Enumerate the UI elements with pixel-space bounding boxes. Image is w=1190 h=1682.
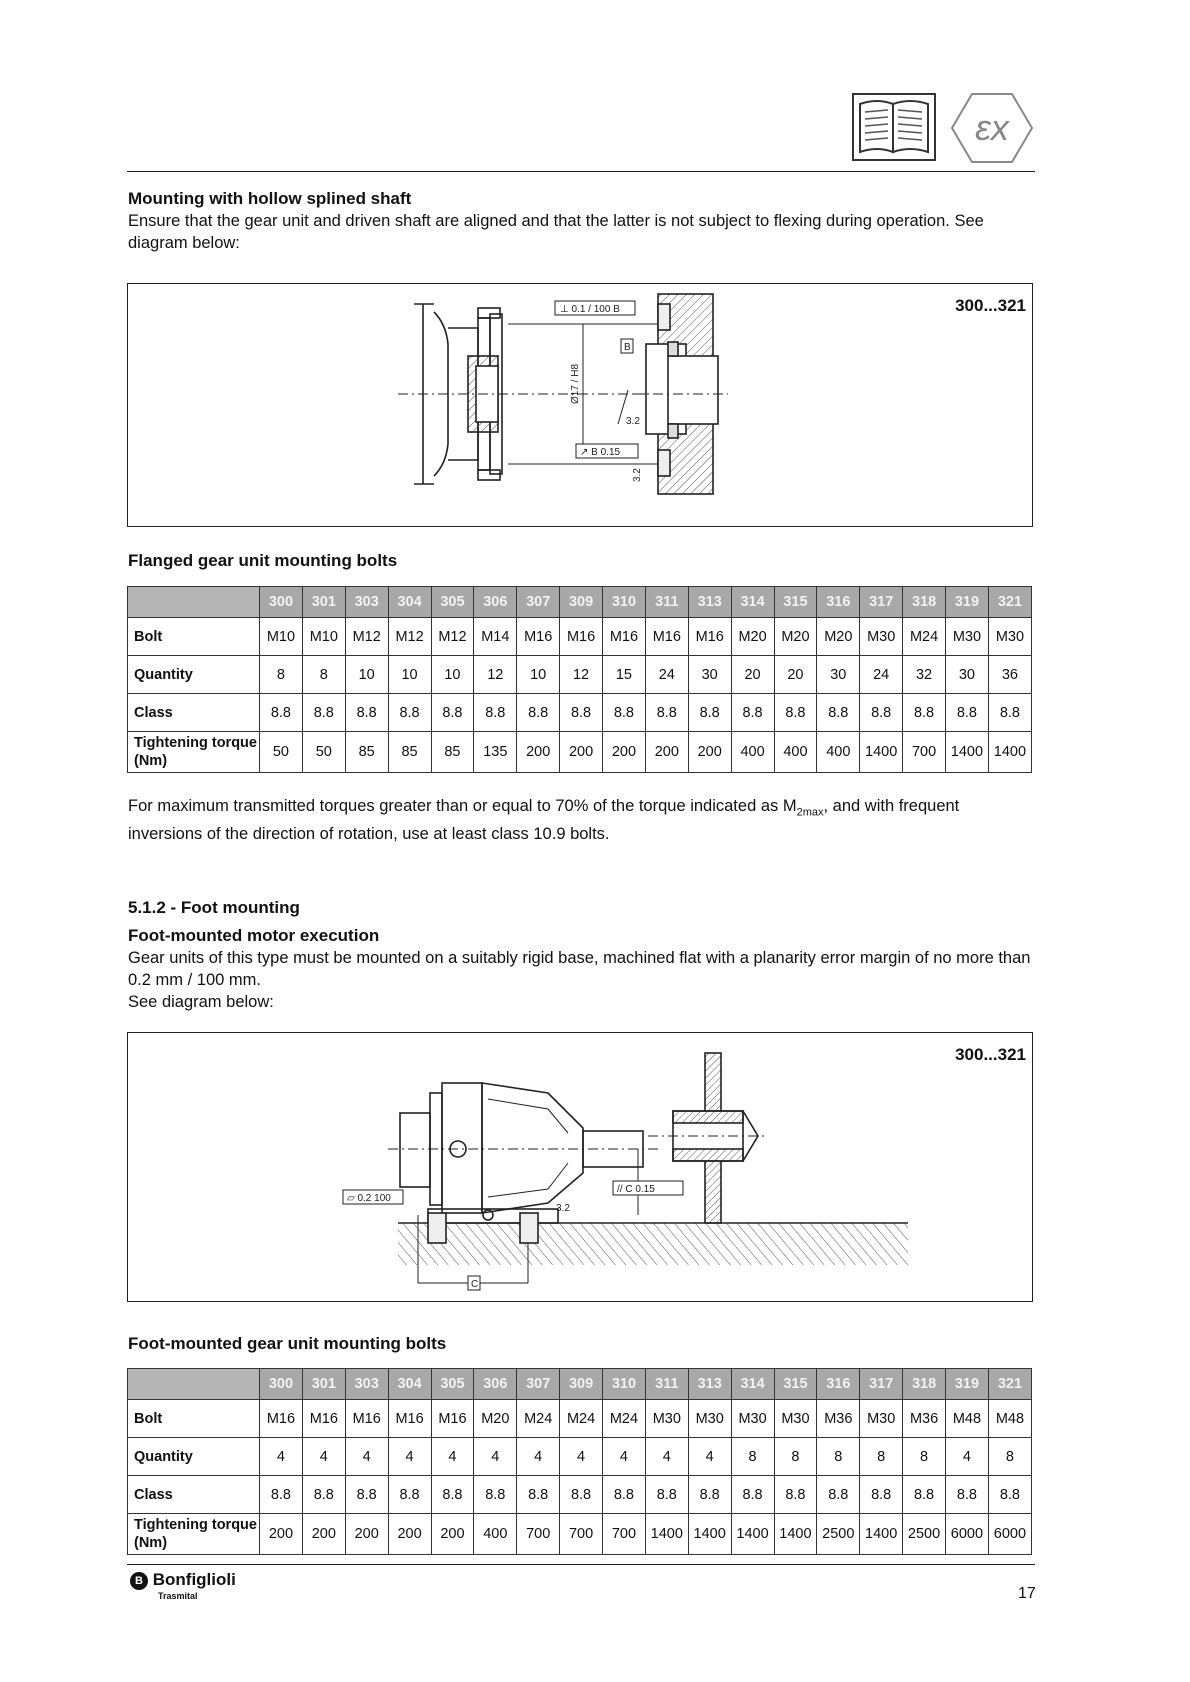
table-cell: M20	[731, 618, 774, 656]
table-cell: 200	[560, 732, 603, 773]
figure-hollow-shaft	[127, 283, 1033, 527]
table-cell: 1400	[860, 1514, 903, 1555]
size-header-cell: 310	[603, 1369, 646, 1400]
size-header-cell: 310	[603, 587, 646, 618]
table-cell: M30	[645, 1400, 688, 1438]
row-label: Bolt	[128, 1400, 260, 1438]
table2-corner	[128, 1369, 260, 1400]
table-cell: 8	[731, 1438, 774, 1476]
table-cell: 8.8	[988, 694, 1031, 732]
table-cell: 4	[645, 1438, 688, 1476]
table-row	[128, 1438, 1032, 1476]
header-rule	[127, 171, 1035, 172]
section-text-hollow-shaft: Ensure that the gear unit and driven shaft are aligned and that the latter is not subject to flexing during operation. See diagram below:	[128, 212, 984, 252]
table1-corner	[128, 587, 260, 618]
table-cell: M36	[903, 1400, 946, 1438]
table-cell: M30	[988, 618, 1031, 656]
table-cell: 4	[302, 1438, 345, 1476]
table-cell: M24	[517, 1400, 560, 1438]
table-cell: 1400	[774, 1514, 817, 1555]
table-cell: M30	[731, 1400, 774, 1438]
table-cell: 8.8	[817, 694, 860, 732]
row-label: Class	[128, 1476, 260, 1514]
table-row	[128, 618, 1032, 656]
table-cell: 8.8	[474, 694, 517, 732]
table-cell: 4	[345, 1438, 388, 1476]
table1-title: Flanged gear unit mounting bolts	[128, 551, 398, 570]
table-cell: 8	[302, 656, 345, 694]
table-cell: 8.8	[560, 1476, 603, 1514]
figure-model-label: 300...321	[955, 296, 1026, 315]
table-cell: M36	[817, 1400, 860, 1438]
table-cell: M30	[688, 1400, 731, 1438]
table-cell: 4	[603, 1438, 646, 1476]
table-cell: 4	[388, 1438, 431, 1476]
table-cell: 12	[560, 656, 603, 694]
table-cell: 8.8	[603, 694, 646, 732]
table-cell: 700	[517, 1514, 560, 1555]
footer-rule	[127, 1564, 1035, 1565]
table-cell: M16	[560, 618, 603, 656]
row-label: Bolt	[128, 618, 260, 656]
size-header-cell: 311	[645, 587, 688, 618]
table-cell: M24	[603, 1400, 646, 1438]
table-cell: 700	[603, 1514, 646, 1555]
table-cell: 2500	[817, 1514, 860, 1555]
table-cell: M48	[988, 1400, 1031, 1438]
size-header-cell: 316	[817, 1369, 860, 1400]
table-cell: 1400	[988, 732, 1031, 773]
table-cell: 30	[946, 656, 989, 694]
table-cell: 20	[774, 656, 817, 694]
table-cell: 8	[817, 1438, 860, 1476]
table-cell: 10	[388, 656, 431, 694]
table-cell: 8.8	[817, 1476, 860, 1514]
size-header-cell: 311	[645, 1369, 688, 1400]
table-cell: M16	[431, 1400, 474, 1438]
datum-c-label: C	[471, 1279, 479, 1290]
foot-mount-diagram	[128, 1033, 1032, 1301]
table-cell: 85	[345, 732, 388, 773]
section-title-hollow-shaft: Mounting with hollow splined shaft	[128, 189, 412, 208]
table-cell: 8	[903, 1438, 946, 1476]
roughness-label: 3.2	[626, 416, 640, 427]
size-header-cell: 309	[560, 1369, 603, 1400]
size-header-cell: 313	[688, 587, 731, 618]
table-cell: 700	[903, 732, 946, 773]
table-cell: M30	[946, 618, 989, 656]
table-cell: 700	[560, 1514, 603, 1555]
table-cell: 200	[517, 732, 560, 773]
table-cell: M24	[903, 618, 946, 656]
table-cell: 50	[260, 732, 303, 773]
table-cell: 8	[260, 656, 303, 694]
size-header-cell: 319	[946, 1369, 989, 1400]
table-cell: 1400	[946, 732, 989, 773]
table-row	[128, 732, 1032, 773]
table-cell: M16	[645, 618, 688, 656]
size-header-cell: 304	[388, 1369, 431, 1400]
table-cell: 8	[988, 1438, 1031, 1476]
parallel-label: // C 0.15	[617, 1184, 655, 1195]
table-cell: 8.8	[431, 1476, 474, 1514]
ex-atex-icon	[950, 92, 1034, 164]
table-cell: 200	[431, 1514, 474, 1555]
table-cell: 8.8	[774, 694, 817, 732]
table-cell: 4	[260, 1438, 303, 1476]
table-cell: 10	[517, 656, 560, 694]
brand-sub: Trasmital	[158, 1591, 198, 1601]
table-cell: 8.8	[688, 1476, 731, 1514]
size-header-cell: 309	[560, 587, 603, 618]
table-cell: M48	[946, 1400, 989, 1438]
table-cell: M16	[517, 618, 560, 656]
svg-text:εx: εx	[975, 107, 1009, 148]
table-cell: 8.8	[860, 1476, 903, 1514]
size-header-cell: 319	[946, 587, 989, 618]
size-header-cell: 314	[731, 1369, 774, 1400]
table-cell: 8.8	[517, 694, 560, 732]
row-label: Quantity	[128, 656, 260, 694]
size-header-cell: 305	[431, 587, 474, 618]
table-cell: 8.8	[774, 1476, 817, 1514]
note-after: , and with frequent inversions of the direction of rotation, use at least class 10.9 bolts.	[128, 797, 960, 844]
table-cell: M12	[345, 618, 388, 656]
table-cell: 6000	[988, 1514, 1031, 1555]
perp-tolerance-label: ⊥ 0.1 / 100 B	[560, 304, 620, 315]
table-cell: 8.8	[860, 694, 903, 732]
table-cell: 24	[860, 656, 903, 694]
size-header-cell: 300	[260, 587, 303, 618]
table-cell: 8.8	[517, 1476, 560, 1514]
table-cell: 200	[688, 732, 731, 773]
table-cell: M20	[774, 618, 817, 656]
table-cell: 8.8	[302, 694, 345, 732]
table-cell: 8.8	[431, 694, 474, 732]
table-cell: 135	[474, 732, 517, 773]
table-cell: 200	[645, 732, 688, 773]
table-cell: 200	[302, 1514, 345, 1555]
figure-foot-mount	[127, 1032, 1033, 1302]
size-header-cell: 301	[302, 587, 345, 618]
table-cell: M16	[345, 1400, 388, 1438]
table-cell: 36	[988, 656, 1031, 694]
table-cell: 8.8	[645, 1476, 688, 1514]
table-cell: 8.8	[645, 694, 688, 732]
table-cell: 8.8	[345, 694, 388, 732]
table-row	[128, 694, 1032, 732]
table-cell: 4	[560, 1438, 603, 1476]
table-cell: M12	[388, 618, 431, 656]
table-cell: 8.8	[903, 694, 946, 732]
size-header-cell: 303	[345, 1369, 388, 1400]
size-header-cell: 306	[474, 1369, 517, 1400]
table-row	[128, 1400, 1032, 1438]
table-cell: 15	[603, 656, 646, 694]
row-label: Class	[128, 694, 260, 732]
table-cell: 8.8	[946, 694, 989, 732]
row-label: Tightening torque (Nm)	[128, 732, 260, 773]
table-cell: 8.8	[688, 694, 731, 732]
table-cell: 1400	[645, 1514, 688, 1555]
table-cell: 8.8	[946, 1476, 989, 1514]
table-cell: 8	[860, 1438, 903, 1476]
table-cell: 400	[817, 732, 860, 773]
table-row	[128, 1514, 1032, 1555]
table-cell: 10	[431, 656, 474, 694]
table-cell: 8.8	[302, 1476, 345, 1514]
table-cell: M20	[817, 618, 860, 656]
runout-tolerance-label: ↗ B 0.15	[580, 447, 621, 458]
size-header-cell: 316	[817, 587, 860, 618]
table-cell: 8.8	[474, 1476, 517, 1514]
size-header-cell: 300	[260, 1369, 303, 1400]
foot-bolts-table	[127, 1368, 1032, 1555]
section-title-foot: Foot-mounted motor execution	[128, 926, 380, 945]
size-header-cell: 321	[988, 1369, 1031, 1400]
table-cell: 8.8	[903, 1476, 946, 1514]
table-cell: 8.8	[260, 694, 303, 732]
table-cell: 8.8	[560, 694, 603, 732]
table-cell: 400	[474, 1514, 517, 1555]
table-cell: 20	[731, 656, 774, 694]
table-cell: 85	[388, 732, 431, 773]
table-cell: M16	[603, 618, 646, 656]
roughness-foot-label: 3.2	[556, 1203, 570, 1214]
roughness-label-2: 3.2	[632, 468, 643, 482]
table-cell: M30	[860, 1400, 903, 1438]
table-cell: 12	[474, 656, 517, 694]
size-header-cell: 301	[302, 1369, 345, 1400]
table-cell: 50	[302, 732, 345, 773]
table-cell: 400	[731, 732, 774, 773]
diameter-label: Ø17 / H8	[570, 363, 581, 404]
table2-header-row	[128, 1369, 1032, 1400]
table-cell: 1400	[860, 732, 903, 773]
table-cell: 2500	[903, 1514, 946, 1555]
manual-book-icon	[852, 92, 936, 162]
table-cell: 4	[517, 1438, 560, 1476]
size-header-cell: 318	[903, 1369, 946, 1400]
table-cell: 200	[260, 1514, 303, 1555]
table-cell: M16	[688, 618, 731, 656]
table-cell: M20	[474, 1400, 517, 1438]
section-text-foot-2: See diagram below:	[128, 993, 274, 1011]
table-cell: 400	[774, 732, 817, 773]
table-cell: M16	[302, 1400, 345, 1438]
figure2-model-label: 300...321	[955, 1045, 1026, 1064]
size-header-cell: 317	[860, 1369, 903, 1400]
size-header-cell: 306	[474, 587, 517, 618]
flanged-bolts-table	[127, 586, 1032, 773]
size-header-cell: 303	[345, 587, 388, 618]
torque-note	[128, 795, 1033, 845]
table-row	[128, 1476, 1032, 1514]
table-cell: 8	[774, 1438, 817, 1476]
section-heading-foot: 5.1.2 - Foot mounting	[128, 898, 300, 917]
table-cell: 200	[603, 732, 646, 773]
table-cell: 1400	[731, 1514, 774, 1555]
table-cell: 200	[388, 1514, 431, 1555]
note-before: For maximum transmitted torques greater than or equal to 70% of the torque indicated as M	[128, 797, 797, 815]
brand-icon: B	[130, 1572, 148, 1590]
table-cell: 4	[688, 1438, 731, 1476]
table-cell: 200	[345, 1514, 388, 1555]
table-cell: M14	[474, 618, 517, 656]
size-header-cell: 318	[903, 587, 946, 618]
row-label: Tightening torque (Nm)	[128, 1514, 260, 1555]
brand-name: Bonfiglioli	[152, 1570, 236, 1589]
table-cell: 8.8	[731, 694, 774, 732]
size-header-cell: 315	[774, 1369, 817, 1400]
table-cell: 4	[474, 1438, 517, 1476]
table-cell: 8.8	[731, 1476, 774, 1514]
table2-title: Foot-mounted gear unit mounting bolts	[128, 1334, 447, 1353]
table-cell: M30	[774, 1400, 817, 1438]
note-sub: 2max	[796, 806, 824, 819]
table-cell: 24	[645, 656, 688, 694]
size-header-cell: 305	[431, 1369, 474, 1400]
table-cell: 8.8	[388, 694, 431, 732]
page-number: 17	[1018, 1585, 1036, 1602]
table-cell: M24	[560, 1400, 603, 1438]
size-header-cell: 307	[517, 1369, 560, 1400]
table-cell: M12	[431, 618, 474, 656]
table-cell: M10	[302, 618, 345, 656]
table-cell: 8.8	[603, 1476, 646, 1514]
size-header-cell: 315	[774, 587, 817, 618]
datum-b-label: B	[624, 342, 631, 353]
size-header-cell: 317	[860, 587, 903, 618]
table-cell: 85	[431, 732, 474, 773]
table-cell: M10	[260, 618, 303, 656]
table1-header-row	[128, 587, 1032, 618]
table-cell: 8.8	[988, 1476, 1031, 1514]
size-header-cell: 321	[988, 587, 1031, 618]
table-cell: 30	[688, 656, 731, 694]
table-cell: 8.8	[260, 1476, 303, 1514]
table-cell: 6000	[946, 1514, 989, 1555]
table-cell: 4	[431, 1438, 474, 1476]
table-cell: 30	[817, 656, 860, 694]
brand-logo	[130, 1570, 236, 1590]
size-header-cell: 314	[731, 587, 774, 618]
table-cell: M16	[388, 1400, 431, 1438]
table-row	[128, 656, 1032, 694]
table-cell: 1400	[688, 1514, 731, 1555]
table-cell: 8.8	[388, 1476, 431, 1514]
size-header-cell: 304	[388, 587, 431, 618]
size-header-cell: 307	[517, 587, 560, 618]
size-header-cell: 313	[688, 1369, 731, 1400]
flatness-label: ▱ 0.2 100	[347, 1193, 391, 1204]
row-label: Quantity	[128, 1438, 260, 1476]
table-cell: M16	[260, 1400, 303, 1438]
table-cell: 8.8	[345, 1476, 388, 1514]
table-cell: 10	[345, 656, 388, 694]
table-cell: 4	[946, 1438, 989, 1476]
hollow-shaft-diagram	[128, 284, 1032, 526]
table-cell: M30	[860, 618, 903, 656]
table-cell: 32	[903, 656, 946, 694]
section-text-foot: Gear units of this type must be mounted on a suitably rigid base, machined flat with a planarity error margin of no more than 0.2 mm / 100 mm.	[128, 949, 1031, 989]
